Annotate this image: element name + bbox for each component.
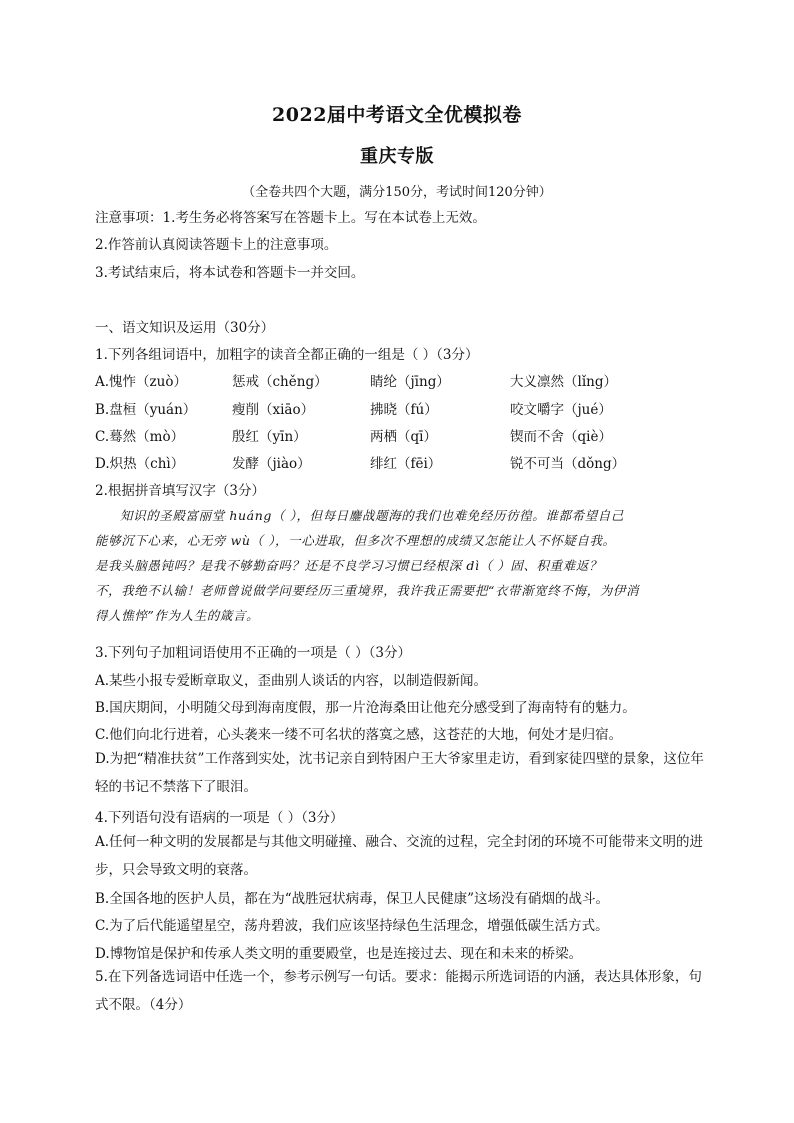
q1-option: D.炽热（chì） [95,456,185,472]
q3-stem: 3.下列句子加粗词语使用不正确的一项是（ ）（3分） [95,645,412,661]
q1-option: 绯红（fēi） [370,456,442,472]
passage-line: 知识的圣殿富丽堂 huáng（ ），但每日鏖战题海的我们也难免经历彷徨。谁都希望自己 [120,508,625,523]
q1-option: B.盘桓（yuán） [95,402,197,418]
q4-option-a: A.任何一种文明的发展都是与其他文明碰撞、融合、交流的过程，完全封闭的环境不可能带来文明的进步，只会导致文明的衰落。 [95,834,704,878]
q4-option-c: C.为了后代能遥望星空，荡舟碧波，我们应该坚持绿色生活理念，增强低碳生活方式。 [95,918,609,934]
q4-option-b: B.全国各地的医护人员，都在为“战胜冠状病毒，保卫人民健康”这场没有硝烟的战斗。 [95,891,610,907]
notice-2: 2.作答前认真阅读答题卡上的注意事项。 [95,237,338,253]
q1-option: 惩戒（chěng） [232,374,328,390]
passage-line: 不，我绝不认输！老师曾说做学问要经历三重境界，我许我正需要把“衣带渐宽终不悔，为伊消 [95,583,640,598]
q1-option: A.愧怍（zuò） [95,374,187,390]
q1-stem: 1.下列各组词语中，加粗字的读音全都正确的一组是（ ）（3分） [95,347,479,363]
passage-line: 能够沉下心来，心无旁 wù（ ），一心进取，但多次不理想的成绩又怎能让人不怀疑自我。 [95,533,616,548]
notice-1: 注意事项：1.考生务必将答案写在答题卡上。写在本试卷上无效。 [95,210,486,226]
q3-option-d: D.为把“精准扶贫”工作落到实处，沈书记亲自到特困户王大爷家里走访，看到家徒四壁的景象，这位年轻的书记不禁落下了眼泪。 [95,751,704,795]
passage-line: 得人憔悴”作为人生的箴言。 [95,608,260,623]
q3-option-b: B.国庆期间，小明随父母到海南度假，那一片沧海桑田让他充分感受到了海南特有的魅力。 [95,700,636,716]
q1-option: 睛纶（jīng） [370,374,450,390]
q1-option: 两栖（qī） [370,429,437,445]
q4-stem: 4.下列语句没有语病的一项是（ ）（3分） [95,810,344,826]
exam-info: （全卷共四个大题，满分150分，考试时间120分钟） [242,185,552,200]
q3-option-a: A.某些小报专爱断章取义，歪曲别人谈话的内容，以制造假新闻。 [95,673,488,689]
q1-option: 咬文嚼字（jué） [510,402,612,418]
q1-option: 锲而不舍（qiè） [510,429,612,445]
q1-option: 发酵（jiào） [232,456,311,472]
q1-option: C.蓦然（mò） [95,429,185,445]
q1-option: 拂晓（fú） [370,402,438,418]
q1-option: 瘦削（xiāo） [232,402,315,418]
q1-option: 锐不可当（dǒng） [510,456,626,472]
page-title: 2022届中考语文全优模拟卷 [272,104,522,126]
q5-stem: 5.在下列备选词语中任选一个，参考示例写一句话。要求：能揭示所选词语的内涵，表达具体形象，句式不限。（4分） [95,969,702,1013]
q4-option-d: D.博物馆是保护和传承人类文明的重要殿堂，也是连接过去、现在和未来的桥梁。 [95,946,583,962]
q1-option: 殷红（yīn） [232,429,307,445]
section-heading: 一、语文知识及运用（30分） [95,320,275,336]
page-subtitle: 重庆专版 [360,146,434,167]
notice-3: 3.考试结束后，将本试卷和答题卡一并交回。 [95,265,365,281]
passage-line: 是我头脑愚钝吗？是我不够勤奋吗？还是不良学习习惯已经根深 dì（ ）固、积重难返？ [95,558,603,573]
q2-passage [95,503,705,628]
q2-stem: 2.根据拼音填写汉字（3分） [95,483,265,499]
q1-option: 大义凛然（lǐng） [510,374,617,390]
q3-option-c: C.他们向北行进着，心头袭来一缕不可名状的落寞之感，这苍茫的大地，何处才是归宿。 [95,727,623,743]
